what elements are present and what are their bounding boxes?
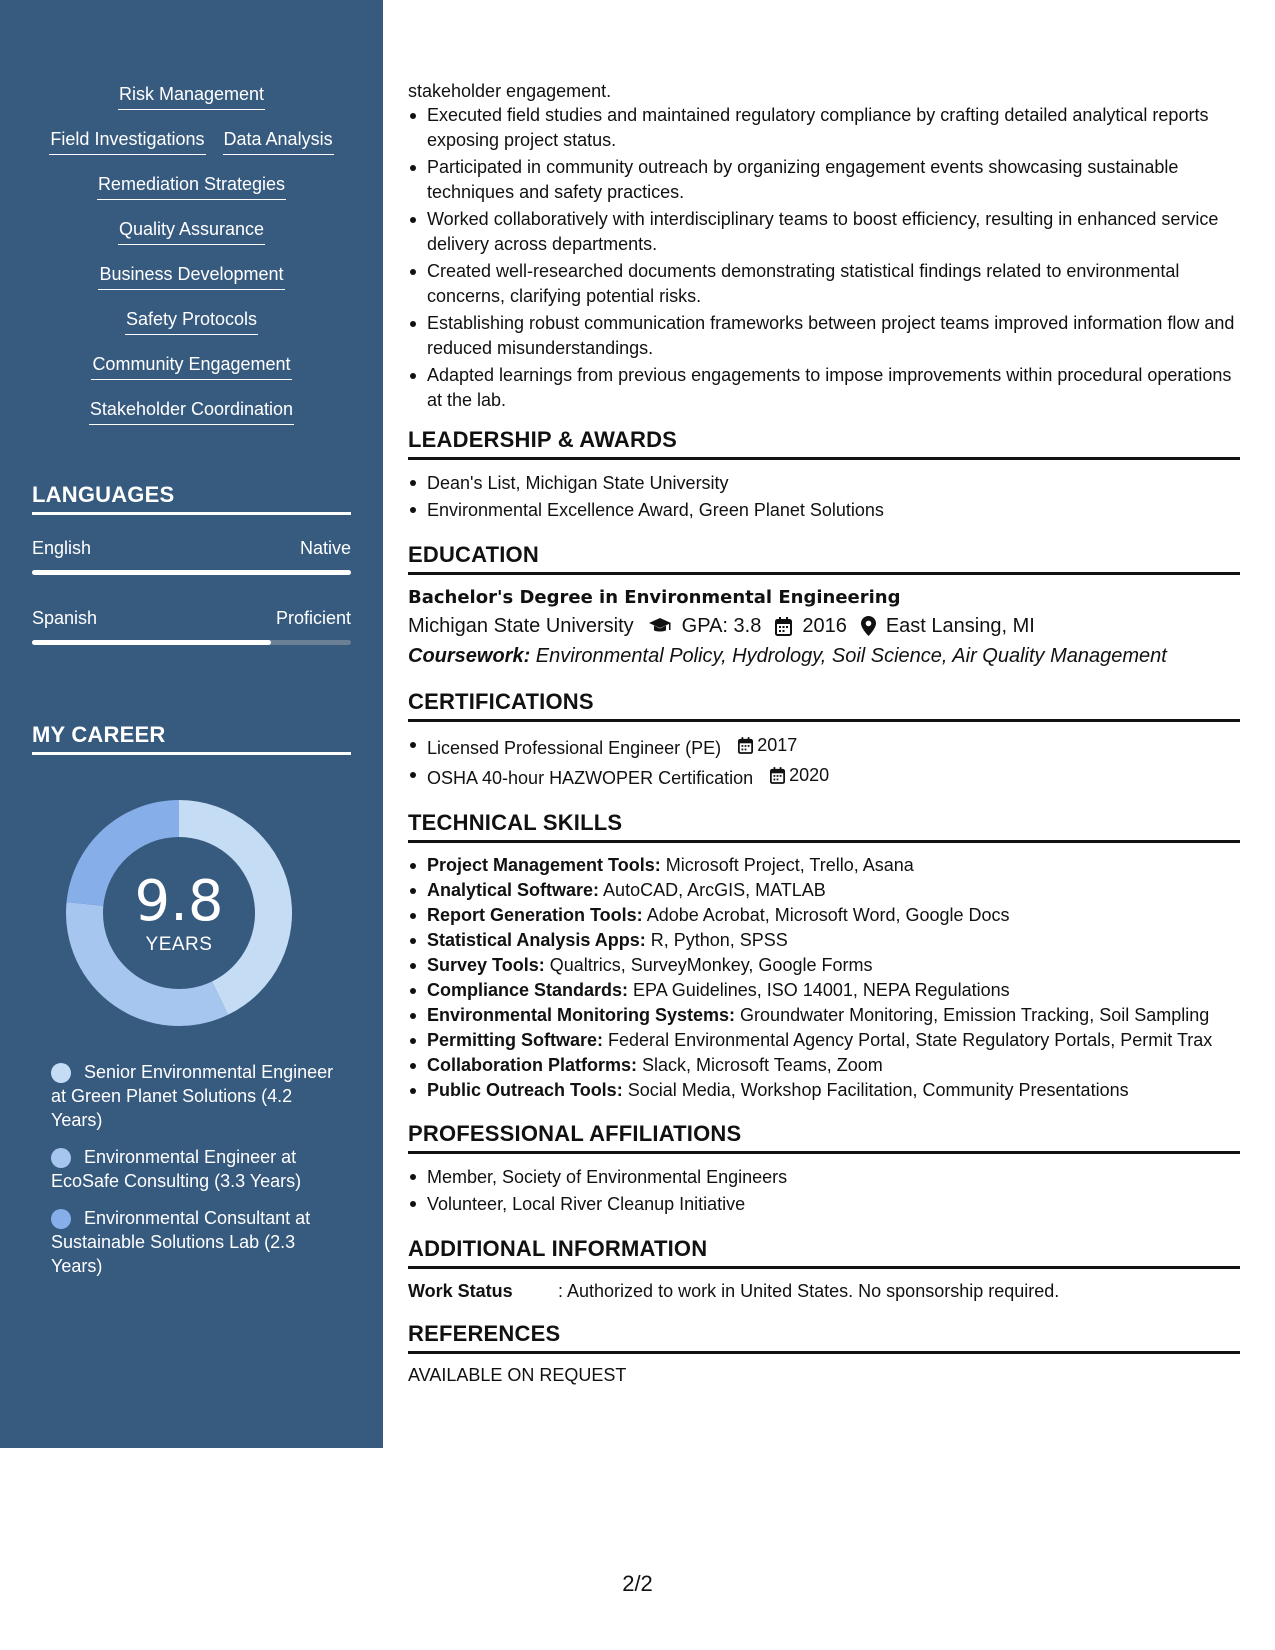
list-item (408, 953, 1240, 978)
main-content (408, 80, 1240, 1387)
skill-tag: Quality Assurance (118, 217, 265, 245)
list-item: Establishing robust communication frameworks between project teams improved information flow and reduced misunderstandings. (408, 311, 1240, 361)
leadership-list (408, 470, 1240, 524)
list-item: Worked collaboratively with interdisciplinary teams to boost efficiency, resulting in enhanced service delivery across departments. (408, 207, 1240, 257)
skill-values: Social Media, Workshop Facilitation, Community Presentations (622, 1080, 1129, 1100)
skill-values: Adobe Acrobat, Microsoft Word, Google Docs (642, 905, 1010, 925)
list-item (408, 732, 1240, 762)
technical-skills-list (408, 853, 1240, 1103)
skill-values: EPA Guidelines, ISO 14001, NEPA Regulations (628, 980, 1010, 1000)
language-bar-fill (32, 640, 271, 645)
skill-category: Survey Tools: (427, 955, 545, 975)
list-item (408, 1078, 1240, 1103)
career-item-label: Environmental Engineer at EcoSafe Consulting (3.3 Years) (51, 1147, 302, 1191)
skill-tag: Business Development (98, 262, 284, 290)
school-name: Michigan State University (408, 615, 634, 637)
career-item (51, 1060, 341, 1132)
career-total-value: 9.8 (134, 869, 224, 934)
sidebar (0, 0, 383, 1448)
skill-row (0, 172, 383, 217)
work-status-value: : Authorized to work in United States. No sponsorship required. (558, 1281, 1060, 1301)
skill-values: R, Python, SPSS (645, 930, 788, 950)
skill-values: AutoCAD, ArcGIS, MATLAB (599, 880, 826, 900)
references-text: AVAILABLE ON REQUEST (408, 1365, 627, 1385)
career-item-label: Senior Environmental Engineer at Green Planet Solutions (4.2 Years) (51, 1062, 334, 1130)
skill-row (0, 262, 383, 307)
skill-category: Project Management Tools: (427, 855, 661, 875)
skill-category: Statistical Analysis Apps: (427, 930, 646, 950)
skill-tag: Safety Protocols (125, 307, 258, 335)
list-item: Executed field studies and maintained regulatory compliance by crafting detailed analytical reports exposing project status. (408, 103, 1240, 153)
career-item-label: Environmental Consultant at Sustainable Solutions Lab (2.3 Years) (51, 1208, 311, 1276)
career-legend (51, 1060, 341, 1291)
technical-skills-title: TECHNICAL SKILLS (408, 810, 1240, 843)
language-english (32, 538, 351, 575)
list-item (408, 1028, 1240, 1053)
list-item (408, 878, 1240, 903)
map-pin-icon (861, 616, 876, 636)
calendar-icon (738, 737, 753, 754)
experience-intro-tail: stakeholder engagement. (408, 81, 612, 101)
skill-tag: Data Analysis (223, 127, 334, 155)
skill-category: Public Outreach Tools: (427, 1080, 623, 1100)
calendar-icon (775, 617, 792, 636)
language-name: Spanish (32, 608, 98, 628)
work-status (408, 1279, 1240, 1303)
list-item (408, 853, 1240, 878)
skill-row (0, 397, 383, 442)
skill-values: Qualtrics, SurveyMonkey, Google Forms (544, 955, 873, 975)
skill-tag: Community Engagement (91, 352, 291, 380)
career-title: MY CAREER (32, 722, 351, 755)
leadership-title: LEADERSHIP & AWARDS (408, 427, 1240, 460)
skill-row (0, 352, 383, 397)
affiliations-title: PROFESSIONAL AFFILIATIONS (408, 1121, 1240, 1154)
education-title: EDUCATION (408, 542, 1240, 575)
calendar-icon (770, 767, 785, 784)
references-title: REFERENCES (408, 1321, 1240, 1354)
career-total-unit: YEARS (145, 934, 213, 955)
certification-year: 2020 (789, 765, 830, 785)
list-item: Dean's List, Michigan State University (408, 470, 1240, 497)
certifications-list (408, 732, 1240, 792)
career-item (51, 1206, 341, 1278)
list-item: Participated in community outreach by organizing engagement events showcasing sustainable techniques and safety practices. (408, 155, 1240, 205)
list-item: Adapted learnings from previous engagements to impose improvements within procedural operations at the lab. (408, 363, 1240, 413)
skill-category: Report Generation Tools: (427, 905, 643, 925)
career-total (66, 800, 292, 1026)
skill-tag: Risk Management (118, 82, 265, 110)
language-level: Native (299, 538, 351, 558)
skills-list (0, 82, 383, 442)
graduation-cap-icon (648, 617, 672, 635)
skill-row (0, 307, 383, 352)
skill-values: Federal Environmental Agency Portal, State Regulatory Portals, Permit Trax (603, 1030, 1213, 1050)
skill-category: Environmental Monitoring Systems: (427, 1005, 736, 1025)
experience-bullets (408, 103, 1240, 413)
coursework-label: Coursework: (408, 645, 531, 667)
skill-category: Permitting Software: (427, 1030, 604, 1050)
skill-category: Analytical Software: (427, 880, 600, 900)
list-item (408, 762, 1240, 792)
language-spanish (32, 608, 351, 645)
language-bar (32, 570, 351, 575)
page-number: 2/2 (622, 1571, 653, 1596)
certification-name: Licensed Professional Engineer (PE) (427, 738, 722, 758)
list-item (408, 978, 1240, 1003)
list-item (408, 1053, 1240, 1078)
list-item: Environmental Excellence Award, Green Planet Solutions (408, 497, 1240, 524)
skill-category: Collaboration Platforms: (427, 1055, 638, 1075)
list-item (408, 903, 1240, 928)
skill-category: Compliance Standards: (427, 980, 629, 1000)
additional-info-title: ADDITIONAL INFORMATION (408, 1236, 1240, 1269)
skill-row (0, 217, 383, 262)
skill-tag: Field Investigations (49, 127, 205, 155)
language-level: Proficient (275, 608, 351, 628)
coursework (408, 641, 1240, 671)
degree-name: Bachelor's Degree in Environmental Engineering (408, 587, 901, 608)
skill-tag: Stakeholder Coordination (89, 397, 294, 425)
skill-values: Slack, Microsoft Teams, Zoom (637, 1055, 883, 1075)
certification-year: 2017 (757, 735, 798, 755)
affiliations-list (408, 1164, 1240, 1218)
career-dot (51, 1063, 71, 1083)
skill-values: Groundwater Monitoring, Emission Tracking, Soil Sampling (735, 1005, 1210, 1025)
skill-tag: Remediation Strategies (97, 172, 286, 200)
certifications-title: CERTIFICATIONS (408, 689, 1240, 722)
skill-values: Microsoft Project, Trello, Asana (660, 855, 914, 875)
coursework-value: Environmental Policy, Hydrology, Soil Science, Air Quality Management (530, 645, 1167, 667)
languages-title: LANGUAGES (32, 482, 351, 515)
work-status-key: Work Status (408, 1281, 513, 1301)
certification-name: OSHA 40-hour HAZWOPER Certification (427, 768, 754, 788)
list-item: Volunteer, Local River Cleanup Initiative (408, 1191, 1240, 1218)
list-item (408, 1003, 1240, 1028)
list-item (408, 928, 1240, 953)
language-bar-fill (32, 570, 351, 575)
career-dot (51, 1209, 71, 1229)
language-bar (32, 640, 351, 645)
language-name: English (32, 538, 92, 558)
education-meta (408, 611, 1240, 641)
skill-row (0, 127, 383, 172)
gpa: GPA: 3.8 (681, 615, 762, 637)
school-location: East Lansing, MI (885, 615, 1035, 637)
list-item: Created well-researched documents demonstrating statistical findings related to environmental concerns, clarifying potential risks. (408, 259, 1240, 309)
career-item (51, 1145, 341, 1193)
skill-row (0, 82, 383, 127)
career-dot (51, 1148, 71, 1168)
list-item: Member, Society of Environmental Engineers (408, 1164, 1240, 1191)
graduation-year: 2016 (802, 615, 847, 637)
